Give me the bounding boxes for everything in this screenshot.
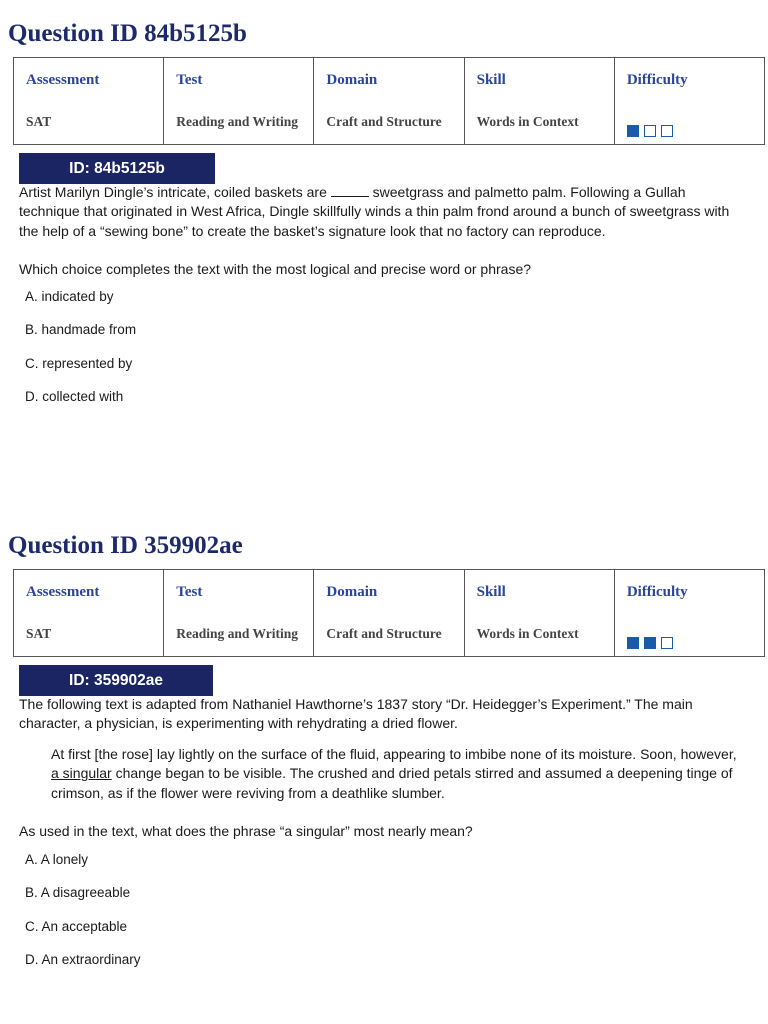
- question-prompt: As used in the text, what does the phrase “a singular” most nearly mean?: [19, 823, 473, 839]
- quote-underlined-phrase: a singular: [51, 765, 112, 782]
- answer-choice-d[interactable]: D. collected with: [25, 388, 124, 404]
- question-meta-table: [13, 569, 765, 657]
- passage-after-blank: sweetgrass and palmetto palm. Following a Gullah technique that originated in West Africa, Dingle skillfully winds a thin palm frond around a bunch of sweetgrass with the help of a “sewing bone” to create the basket’s signature look that no factory can reproduce.: [19, 184, 730, 239]
- meta-header-difficulty: Difficulty: [626, 72, 688, 88]
- meta-skill-cell: [464, 570, 614, 656]
- meta-test-cell: [163, 58, 313, 144]
- meta-header-domain: Domain: [326, 584, 378, 600]
- meta-value-skill: Words in Context: [476, 114, 579, 129]
- answer-choices: [25, 289, 136, 422]
- meta-value-skill: Words in Context: [476, 626, 579, 641]
- difficulty-empty-square: [661, 637, 673, 649]
- answer-choice-a[interactable]: A. indicated by: [25, 289, 114, 304]
- meta-value-test: Reading and Writing: [176, 114, 298, 129]
- question-id-banner: ID: 84b5125b: [19, 153, 215, 184]
- answer-blank: [331, 186, 369, 197]
- answer-choice-d[interactable]: D. An extraordinary: [25, 951, 141, 967]
- meta-value-assessment: SAT: [26, 114, 52, 129]
- difficulty-empty-square: [644, 125, 656, 137]
- meta-value-domain: Craft and Structure: [326, 114, 442, 129]
- passage-before-blank: Artist Marilyn Dingle’s intricate, coiled baskets are: [19, 184, 327, 200]
- answer-choice-c[interactable]: C. An acceptable: [25, 918, 128, 934]
- meta-header-assessment: Assessment: [26, 584, 100, 600]
- question-title: Question ID 359902ae: [8, 532, 243, 559]
- meta-difficulty-cell: [614, 570, 764, 656]
- meta-header-skill: Skill: [476, 584, 506, 600]
- meta-header-skill: Skill: [476, 72, 506, 88]
- question-title: Question ID 84b5125b: [8, 20, 247, 47]
- intro-text: The following text is adapted from Nathaniel Hawthorne’s 1837 story “Dr. Heidegger’s Experiment.” The main character, a physician, is experimenting with rehydrating a dried flower.: [19, 696, 693, 732]
- meta-domain-cell: [313, 570, 463, 656]
- meta-value-domain: Craft and Structure: [326, 626, 442, 641]
- difficulty-empty-square: [661, 125, 673, 137]
- meta-header-test: Test: [176, 584, 203, 600]
- meta-header-assessment: Assessment: [26, 72, 100, 88]
- meta-header-domain: Domain: [326, 72, 378, 88]
- difficulty-filled-square: [644, 637, 656, 649]
- answer-choice-c[interactable]: C. represented by: [25, 355, 133, 371]
- answer-choice-a[interactable]: A. A lonely: [25, 852, 89, 867]
- difficulty-filled-square: [627, 125, 639, 137]
- answer-choices: [25, 852, 141, 985]
- meta-value-assessment: SAT: [26, 626, 52, 641]
- difficulty-indicator: [627, 125, 673, 137]
- meta-difficulty-cell: [614, 58, 764, 144]
- meta-skill-cell: [464, 58, 614, 144]
- quote-after: change began to be visible. The crushed and dried petals stirred and assumed a deepening tinge of crimson, as if the flower were reviving from a deathlike slumber.: [51, 765, 733, 801]
- quote-before: At first [the rose] lay lightly on the surface of the fluid, appearing to imbibe none of its moisture. Soon, however,: [51, 746, 737, 762]
- meta-header-difficulty: Difficulty: [626, 584, 688, 600]
- answer-choice-b[interactable]: B. handmade from: [25, 322, 137, 338]
- passage-text: [19, 183, 747, 241]
- difficulty-indicator: [627, 637, 673, 649]
- answer-choice-b[interactable]: B. A disagreeable: [25, 885, 131, 901]
- meta-test-cell: [163, 570, 313, 656]
- meta-assessment-cell: [14, 570, 163, 656]
- meta-header-test: Test: [176, 72, 203, 88]
- meta-domain-cell: [313, 58, 463, 144]
- question-meta-table: [13, 57, 765, 145]
- question-prompt: Which choice completes the text with the most logical and precise word or phrase?: [19, 261, 532, 277]
- question-id-banner: ID: 359902ae: [19, 665, 213, 696]
- meta-value-test: Reading and Writing: [176, 626, 298, 641]
- difficulty-filled-square: [627, 637, 639, 649]
- quoted-passage: [51, 745, 741, 803]
- meta-assessment-cell: [14, 58, 163, 144]
